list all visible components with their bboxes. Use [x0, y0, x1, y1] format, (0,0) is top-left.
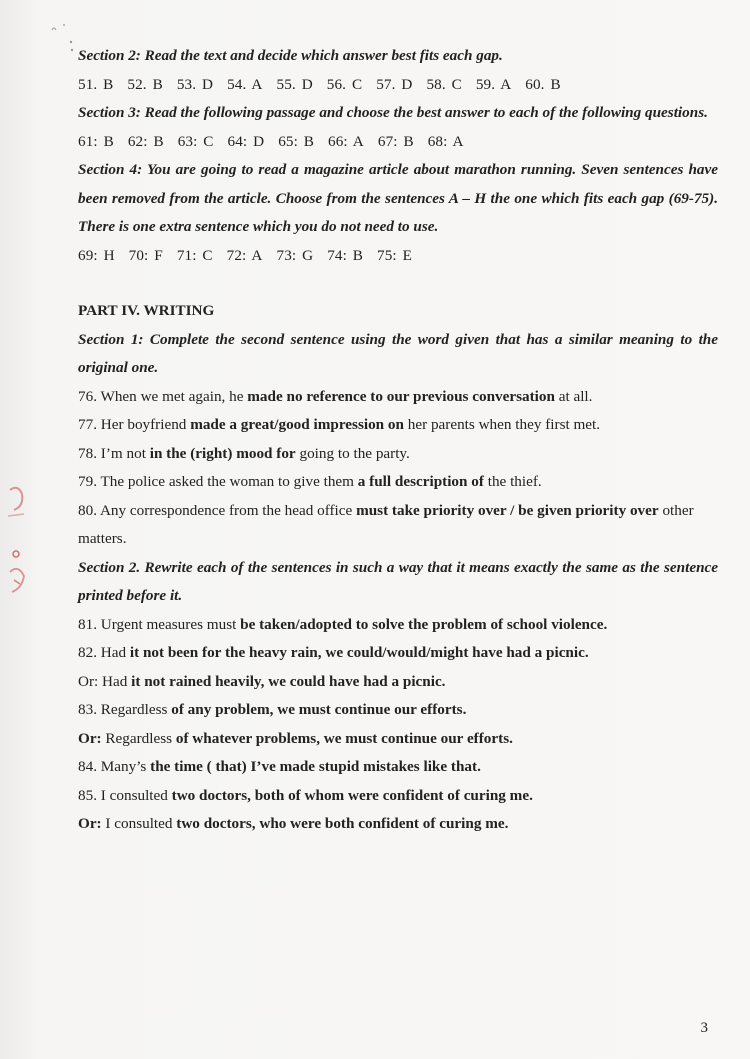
sentence-plain: 82. Had	[78, 644, 130, 661]
sentence-plain: Or: Had	[78, 672, 132, 690]
answer-item: 58. C	[426, 75, 462, 93]
answer-item: 54. A	[227, 75, 263, 93]
sentence-answer: a full description of	[357, 473, 484, 490]
red-stamp-mark	[4, 480, 30, 610]
sentence-tail: other matters.	[78, 501, 694, 547]
section3-heading: Section 3: Read the following passage and choose the best answer to each of the following questions.	[78, 104, 708, 121]
sentence-answer: be taken/adopted to solve the problem of school violence.	[240, 615, 608, 633]
section2-heading: Section 2: Read the text and decide which answer best fits each gap.	[78, 47, 503, 64]
sentence-plain: I consulted	[101, 815, 177, 832]
answer-item: 69: H	[78, 246, 115, 264]
answer-item: 56. C	[326, 75, 363, 93]
sentence-plain: 83. Regardless	[78, 701, 172, 718]
section4-heading: Section 4: You are going to read a magazine article about marathon running. Seven sentences have been removed from the article. Choose from the sentences A – H the one which fits each gap (69-75). There is one extra sentence which you do not need to use.	[78, 161, 718, 235]
section3-answers	[78, 128, 718, 157]
scan-mark	[50, 22, 80, 62]
answer-item: 55. D	[276, 75, 313, 93]
sentence-item	[78, 810, 718, 839]
sentence-item	[78, 440, 718, 469]
part4-section1-heading: Section 1: Complete the second sentence using the word given that has a similar meaning to the original one.	[78, 330, 718, 376]
answer-item: 72: A	[226, 246, 263, 264]
answer-item: 62: B	[127, 132, 164, 150]
sentence-answer: it not rained heavily, we could have had a picnic.	[131, 672, 446, 690]
answer-item: 75: E	[377, 246, 413, 264]
sentence-item	[78, 668, 718, 697]
answer-item: 70: F	[128, 246, 163, 264]
sentence-item	[78, 497, 718, 554]
part4-section1-items	[78, 383, 718, 554]
sentence-answer: made no reference to our previous conversation	[247, 387, 555, 405]
part4-section2-heading: Section 2. Rewrite each of the sentences in such a way that it means exactly the same as the sentence printed before it.	[78, 558, 718, 604]
answer-item: 68: A	[427, 132, 464, 150]
sentence-item	[78, 468, 718, 497]
answer-item: 64: D	[227, 132, 265, 150]
sentence-plain: 76. When we met again, he	[78, 387, 248, 405]
or-label: Or:	[78, 815, 102, 832]
sentence-item	[78, 611, 718, 640]
sentence-plain: 79. The police asked the woman to give them	[78, 473, 358, 490]
sentence-plain: 84. Many’s	[78, 758, 151, 775]
sentence-tail: going to the party.	[295, 444, 410, 462]
sentence-answer: the time ( that) I’ve made stupid mistakes like that.	[150, 758, 481, 775]
part4-section2-items	[78, 611, 718, 839]
section4-answers	[78, 242, 718, 271]
sentence-plain: 81. Urgent measures must	[78, 615, 241, 633]
page-number: 3	[700, 1020, 708, 1036]
answer-item: 66: A	[328, 132, 364, 150]
sentence-answer: two doctors, who were both confident of curing me.	[176, 815, 509, 832]
sentence-plain: 80. Any correspondence from the head office	[78, 501, 357, 519]
answer-item: 63: C	[177, 132, 214, 150]
sentence-plain: 77. Her boyfriend	[78, 416, 191, 433]
sentence-tail: at all.	[554, 387, 593, 405]
sentence-answer: made a great/good impression on	[190, 416, 404, 433]
sentence-tail: the thief.	[483, 473, 542, 490]
answer-item: 71: C	[176, 246, 213, 264]
answer-item: 57. D	[376, 75, 413, 93]
answer-key-content	[78, 42, 718, 839]
answer-item: 74: B	[327, 246, 364, 264]
section2-answers	[78, 71, 718, 100]
answer-item: 73: G	[276, 246, 314, 264]
sentence-item	[78, 411, 718, 440]
sentence-item	[78, 753, 718, 782]
answer-item: 52. B	[127, 75, 163, 93]
sentence-answer: it not been for the heavy rain, we could/would/might have had a picnic.	[129, 644, 589, 661]
sentence-item	[78, 639, 718, 668]
sentence-item	[78, 782, 718, 811]
answer-item: 53. D	[176, 75, 214, 93]
sentence-answer: in the (right) mood for	[149, 444, 296, 462]
sentence-item	[78, 725, 718, 754]
sentence-answer: must take priority over / be given priority over	[356, 501, 659, 519]
or-label: Or:	[78, 729, 102, 747]
answer-item: 60. B	[525, 75, 561, 93]
part4-title: PART IV. WRITING	[78, 302, 215, 319]
answer-item: 65: B	[278, 132, 315, 150]
sentence-plain: Regardless	[101, 729, 176, 747]
answer-item: 67: B	[377, 132, 414, 150]
sentence-item	[78, 383, 718, 412]
sentence-answer: of whatever problems, we must continue our efforts.	[175, 729, 513, 747]
sentence-plain: 85. I consulted	[78, 786, 172, 804]
sentence-tail: her parents when they first met.	[403, 416, 601, 433]
answer-item: 61: B	[78, 132, 114, 150]
sentence-item	[78, 696, 718, 725]
answer-item: 51. B	[78, 75, 114, 93]
sentence-answer: two doctors, both of whom were confident of curing me.	[171, 786, 533, 804]
answer-item: 59. A	[475, 75, 512, 93]
sentence-plain: 78. I’m not	[78, 444, 150, 462]
sentence-answer: of any problem, we must continue our efforts.	[171, 701, 467, 718]
